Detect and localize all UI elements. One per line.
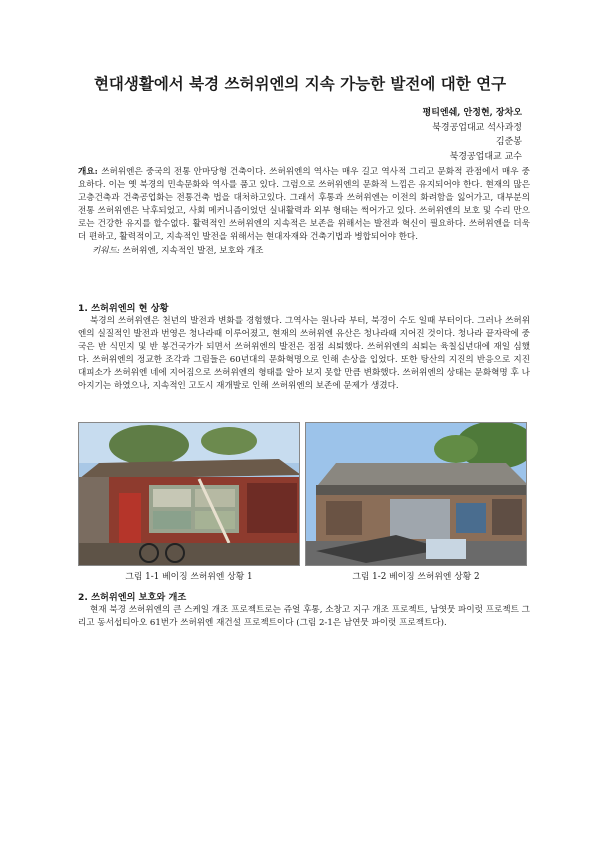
section-1-heading: 1. 쓰허위엔의 현 상황 [78, 303, 169, 314]
abstract-text: 쓰허위엔은 중국의 전통 안마당형 건축이다. 쓰허위엔의 역사는 매우 길고 역사적 그리고 문화적 관점에서 매우 중요하다. 이는 옛 북경의 민속문화와 역사를 품고 있다. 그럼으로 쓰허위엔의 문화적 느낌은 유지되어야 한다. 현재의 많은 고층건축과 건축공업화는 전통건축 법을 대처하고있다. 그래서 후통과 쓰허위엔는 이전의 화려함을 잃어가고, 대부분의 전통 쓰허위엔은 낙후되었고, 사회 메커니즘이었던 실내활력과 외부 형태는 썩어가고 있다. 쓰허위엔의 보호 및 수리 만으로는 건강한 유지를 할수없다. 활력적인 쓰허위엔의 지속적은 보존을 위해서는 발전과 혁신이 필요하다. 쓰허위엔을 더욱더 편하고, 활력적이고, 지속적인 발전을 위해서는 현대자재와 건축기법과 병합되어야 한다. [78, 167, 530, 243]
figure-1-1-photo [78, 422, 300, 566]
keywords [78, 245, 530, 258]
keywords-label: 키워드: [92, 245, 120, 256]
author-affiliation-1: 북경공업대교 석사과정 [432, 122, 522, 133]
keywords-text: 쓰허위엔, 지속적인 발전, 보호와 개조 [122, 245, 264, 256]
section-2-text: 현재 북경 쓰허위엔의 큰 스케일 개조 프로젝트로는 쥬얼 후통, 소창고 지구 개조 프로젝트, 남엿뭇 파이럿 프로젝트 그리고 동서섭티아오 61번가 쓰허위엔 재건설 프로젝트이다 (그림 2-1은 남연뭇 파이럿 프로젝트다). [78, 605, 530, 629]
abstract: 개요: 쓰허위엔은 중국의 전통 안마당형 건축이다. 쓰허위엔의 역사는 매우 길고 역사적 그리고 문화적 관점에서 매우 중요하다. 이는 옛 북경의 민속문화와 역사를 품고 있다. 그럼으로 쓰허위엔의 문화적 느낌은 유지되어야 한다. 현재의 많은 고층건축과 건축공업화는 전통건축 법을 대처하고있다. 그래서 후통과 쓰허위엔는 이전의 화려함을 잃어가고, 대부분의 전통 쓰허위엔은 낙후되었고, 사회 메커니즘이었던 실내활력과 외부 형태는 썩어가고 있다. 쓰허위엔의 보호 및 수리 만으로는 건강한 유지를 할수없다. 활력적인 쓰허위엔의 지속적은 보존을 위해서는 발전과 혁신이 필요하다. 쓰허위엔을 더욱더 편하고, 활력적이고, 지속적인 발전을 위해서는 현대자재와 건축기법과 병합되어야 한다. 키워드: 쓰허위엔, 지속적인 발전, 보호와 개조 [78, 166, 530, 258]
section-2-heading: 2. 쓰허위엔의 보호와 개조 [78, 592, 187, 603]
figure-1-2-photo [305, 422, 527, 566]
abstract-label: 개요 [78, 167, 95, 177]
advisor-name: 김준봉 [495, 137, 522, 147]
section-2 [78, 591, 530, 630]
figure-1-2 [305, 422, 527, 582]
author-names: 평티엔쉐, 안정현, 장차오 [422, 108, 522, 118]
figure-1-1-caption: 그림 1-1 베이징 쓰허위엔 상황 1 [125, 572, 253, 582]
paper-title: 현대생활에서 북경 쓰허위엔의 지속 가능한 발전에 대한 연구 [93, 75, 507, 93]
author-affiliation-2: 북경공업대교 교수 [449, 151, 522, 162]
figure-1-1 [78, 422, 300, 582]
section-1-text: 북경의 쓰허위엔은 천년의 발전과 변화를 경험했다. 그역사는 원나라 부터, 북경이 수도 일때 부터이다. 그러나 쓰허위엔의 실질적인 발전과 번영은 청나라때 이루어졌고, 현재의 쓰허위엔 유산은 청나라때 지어진 것이다. 청나라 끝자락에 중국은 반 식민지 및 반 봉건국가가 되면서 쓰허위엔의 발전은 점점 쇠퇴했다. 쓰허위엔의 쇠퇴는 육칠십년대에 재일 심했다. 쓰허위엔의 정교한 조각과 그림들은 60년대의 문화혁명으로 인해 손상을 입었다. 또한 탕산의 지진의 반응으로 지진 대피소가 쓰허위엔 네에 지어짐으로 쓰허위엔의 형태를 알아 보지 못할 만큼 변화했다. 쓰허위엔의 상태는 문화혁명 후 나아지기는 하였으나, 지속적인 고도시 재개발로 인해 쓰허위엔의 보존에 문제가 생겼다. [78, 316, 530, 392]
figure-1-2-caption: 그림 1-2 베이징 쓰허위엔 상황 2 [352, 572, 480, 582]
author-block [423, 106, 522, 164]
section-1 [78, 302, 530, 394]
